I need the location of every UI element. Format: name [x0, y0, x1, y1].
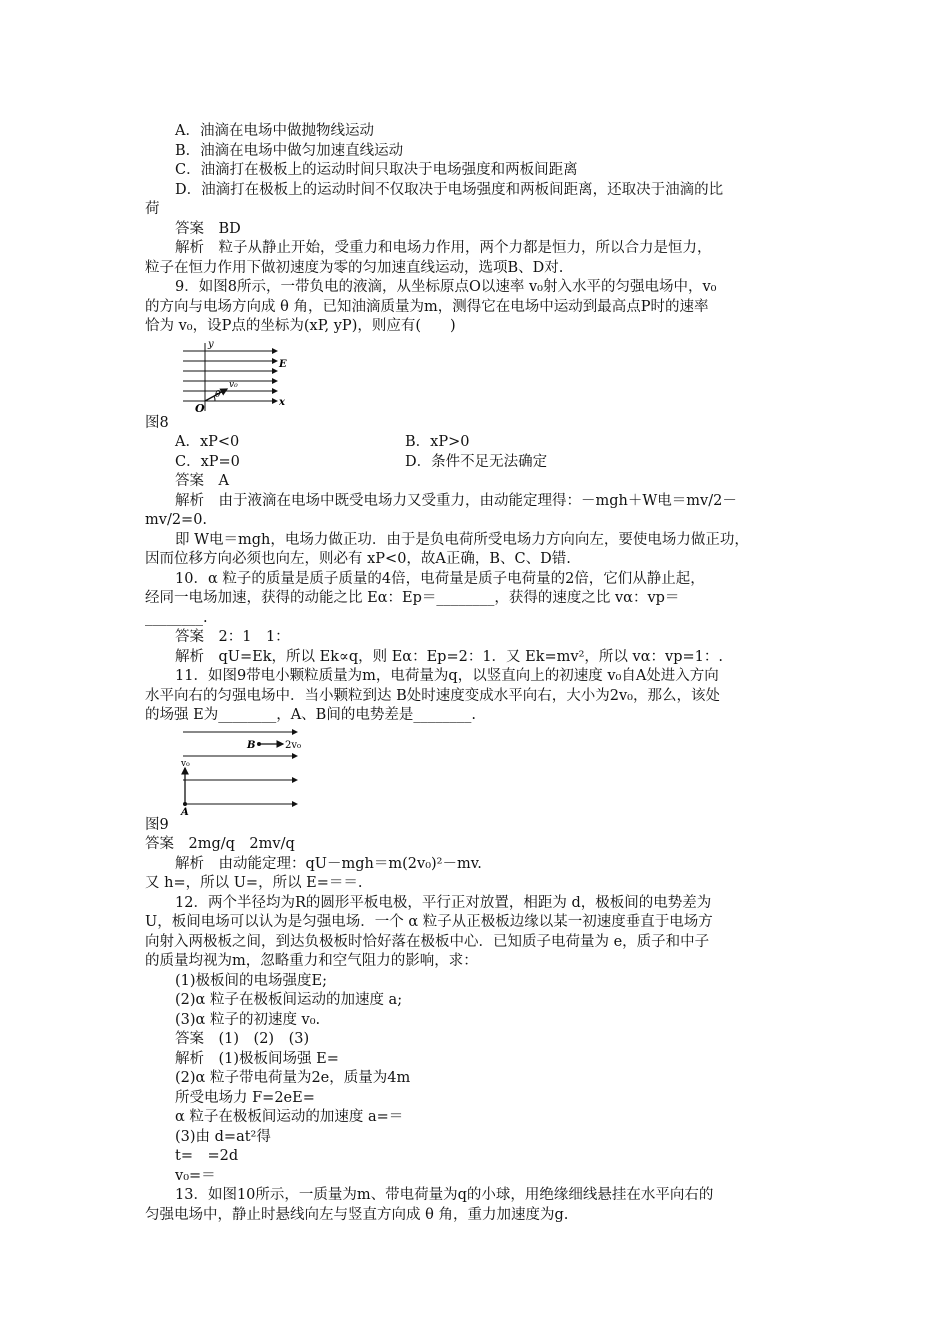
q12-explanation-line7: v₀=＝	[175, 1167, 216, 1184]
q9-explanation-line4: 因而位移方向必须也向左，则必有 xP<0，故A正确，B、C、D错.	[145, 551, 571, 567]
q12-stem-line1: 12．两个半径均为R的圆形平板电极，平行正对放置，相距为 d，极板间的电势差为	[175, 894, 712, 911]
document-page	[145, 122, 805, 1225]
q8-explanation-line1: 解析 粒子从静止开始，受重力和电场力作用，两个力都是恒力，所以合力是恒力，	[175, 240, 712, 256]
q9-option-c: C．xP=0	[175, 453, 240, 470]
figure-9-diagram	[175, 728, 315, 816]
figure-8	[175, 339, 805, 414]
q9-options-row2	[145, 453, 805, 473]
q13-stem-line2: 匀强电场中，静止时悬线向左与竖直方向成 θ 角，重力加速度为g.	[145, 1206, 569, 1223]
q8-option-c: C．油滴打在极板上的运动时间只取决于电场强度和两板间距离	[175, 162, 578, 178]
q11-stem-line1: 11．如图9带电小颗粒质量为m，电荷量为q，以竖直向上的初速度 v₀自A处进入方向	[175, 668, 719, 684]
q9-answer: 答案 A	[175, 473, 229, 489]
q11-explanation-line1: 解析 由动能定理：qU－mgh＝m(2v₀)²－mv.	[175, 855, 482, 872]
q8-option-d-line2: 荷	[145, 201, 160, 217]
q9-stem-line3: 恰为 v₀，设P点的坐标为(xP, yP)，则应有( )	[145, 318, 456, 334]
point-b	[257, 742, 261, 746]
q11-answer: 答案 2mg/q 2mv/q	[145, 836, 295, 852]
q9-explanation-line3: 即 W电＝mgh，电场力做正功．由于是负电荷所受电场力方向向左，要使电场力做正功，	[175, 531, 749, 548]
point-a	[183, 802, 187, 806]
q9-option-a: A．xP<0	[175, 434, 240, 450]
q9-explanation-line1: 解析 由于液滴在电场中既受电场力又受重力，由动能定理得：－mgh＋W电＝mv/2－	[175, 492, 737, 509]
q9-stem-line1: 9．如图8所示，一带负电的液滴，从坐标原点O以速率 v₀射入水平的匀强电场中，v₀	[175, 279, 717, 295]
fig9-label-v0: v₀	[181, 758, 190, 769]
fig9-label-b: B	[247, 739, 256, 751]
figure-9	[175, 728, 805, 816]
figure-8-caption: 图8	[145, 414, 169, 431]
q9-option-d: D．条件不足无法确定	[405, 453, 548, 470]
fig8-label-theta: θ	[215, 389, 221, 400]
fig8-label-o: O	[195, 401, 205, 414]
q10-stem-line1: 10．α 粒子的质量是质子质量的4倍，电荷量是质子电荷量的2倍，它们从静止起，	[175, 570, 705, 587]
q12-stem-line4: 的质量均视为m，忽略重力和空气阻力的影响，求：	[145, 953, 478, 969]
q9-option-b: B．xP>0	[405, 434, 470, 450]
q11-stem-line2: 水平向右的匀强电场中．当小颗粒到达 B处时速度变成水平向右，大小为2v₀，那么，该处	[145, 687, 720, 704]
figure-8-diagram	[175, 339, 295, 414]
fig9-label-a: A	[181, 806, 189, 816]
q12-stem-line3: 向射入两极板之间，到达负极板时恰好落在极板中心．已知质子电荷量为 e，质子和中子	[145, 933, 710, 950]
q9-options-row1	[145, 433, 805, 453]
q12-answer: 答案 (1) (2) (3)	[175, 1031, 310, 1047]
q10-answer: 答案 2：1 1：	[175, 629, 290, 645]
figure-9-caption: 图9	[145, 816, 169, 833]
q10-explanation: 解析 qU=Ek，所以 Ek∝q，则 Eα：Ep=2：1．又 Ek=mv²，所以 vα：vp=1：.	[175, 648, 723, 665]
q12-subquestion-1: (1)极板间的电场强度E;	[175, 972, 328, 989]
q12-explanation-line2: (2)α 粒子带电荷量为2e，质量为4m	[175, 1070, 411, 1086]
q12-explanation-line4: α 粒子在极板间运动的加速度 a=＝	[175, 1109, 404, 1125]
q8-answer: 答案 BD	[175, 220, 241, 237]
q12-explanation-line5: (3)由 d=at²得	[175, 1128, 271, 1145]
fig8-label-e: E	[279, 358, 287, 370]
q8-option-a: A．油滴在电场中做抛物线运动	[175, 123, 374, 139]
q8-explanation-line2: 粒子在恒力作用下做初速度为零的匀加速直线运动，选项B、D对.	[145, 259, 564, 276]
fig8-label-v0: v₀	[229, 379, 238, 390]
q8-option-d-line1: D．油滴打在极板上的运动时间不仅取决于电场强度和两板间距离，还取决于油滴的比	[175, 181, 724, 198]
q11-stem-line3: 的场强 E为________，A、B间的电势差是________.	[145, 707, 476, 723]
fig8-label-y: y	[208, 338, 214, 350]
q12-explanation-line1: 解析 (1)极板间场强 E=	[175, 1050, 339, 1067]
q13-stem-line1: 13．如图10所示，一质量为m、带电荷量为q的小球，用绝缘细线悬挂在水平向右的	[175, 1187, 714, 1203]
q12-subquestion-3: (3)α 粒子的初速度 v₀.	[175, 1011, 321, 1028]
q12-subquestion-2: (2)α 粒子在极板间运动的加速度 a;	[175, 992, 403, 1008]
q9-stem-line2: 的方向与电场方向成 θ 角，已知油滴质量为m，测得它在电场中运动到最高点P时的速率	[145, 298, 709, 315]
q10-stem-line3: ________.	[145, 609, 208, 626]
q9-explanation-line2: mv/2=0.	[145, 512, 208, 528]
q8-option-b: B．油滴在电场中做匀加速直线运动	[175, 142, 404, 159]
q12-stem-line2: U，板间电场可以认为是匀强电场．一个 α 粒子从正极板边缘以某一初速度垂直于电场方	[145, 914, 713, 930]
fig8-label-x: x	[279, 396, 285, 408]
fig9-label-2v0: 2v₀	[285, 739, 302, 751]
q12-explanation-line6: t= =2d	[175, 1148, 239, 1164]
q12-explanation-line3: 所受电场力 F=2eE=	[175, 1089, 315, 1106]
q11-explanation-line2: 又 h=，所以 U=，所以 E=＝＝.	[145, 875, 363, 891]
q10-stem-line2: 经同一电场加速，获得的动能之比 Eα：Ep＝________，获得的速度之比 vα：vp＝	[145, 590, 680, 606]
